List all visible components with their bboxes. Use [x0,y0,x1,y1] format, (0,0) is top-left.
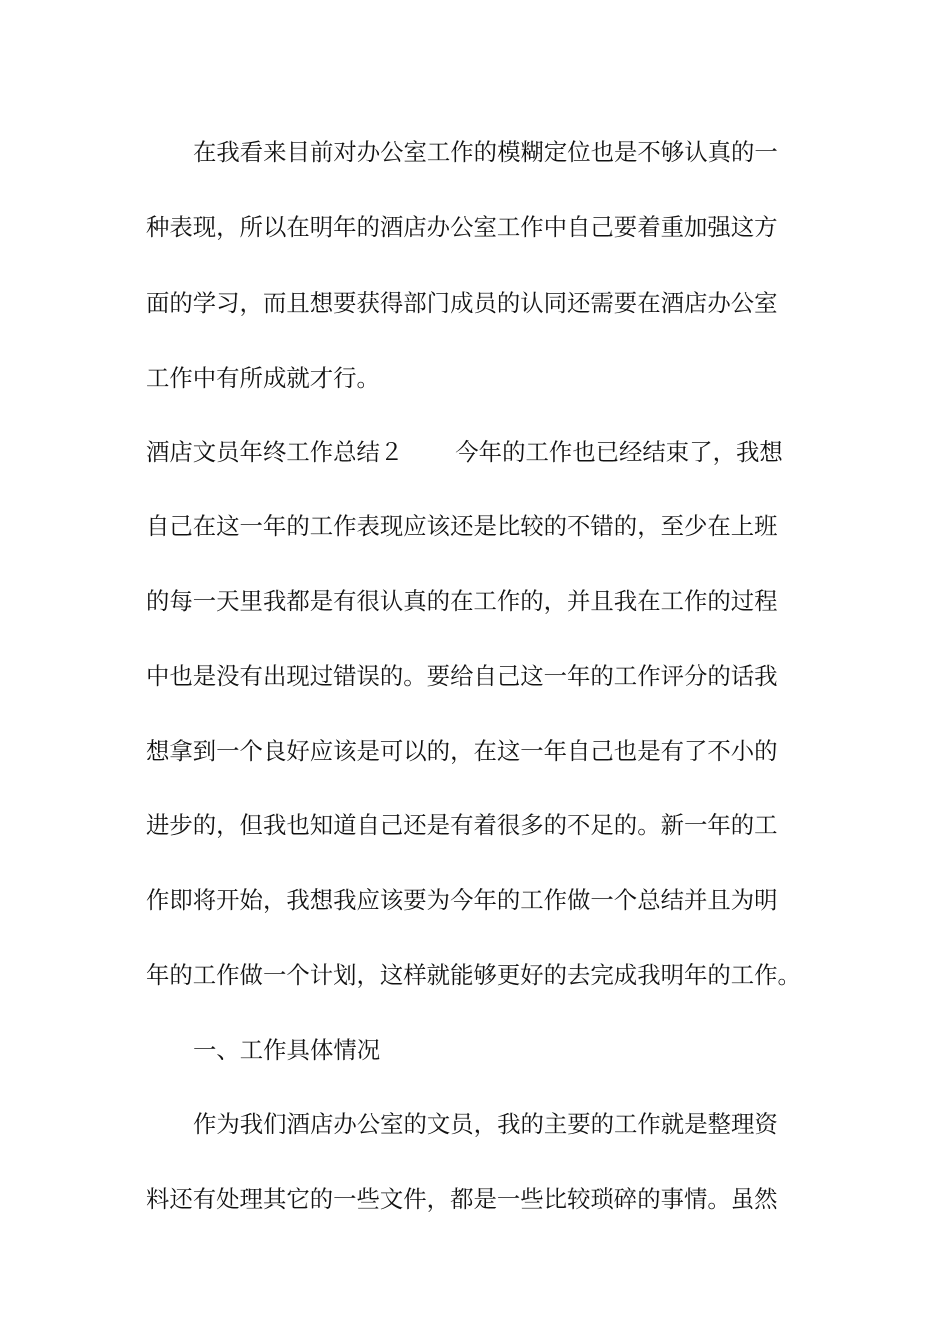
paragraph-line: 进步的，但我也知道自己还是有着很多的不足的。新一年的工 [146,811,778,839]
paragraph-line: 在我看来目前对办公室工作的模糊定位也是不够认真的一 [193,138,778,166]
subheading: 一、工作具体情况 [193,1036,381,1064]
paragraph-line: 料还有处理其它的一些文件，都是一些比较琐碎的事情。虽然 [146,1185,778,1213]
paragraph-line: 的每一天里我都是有很认真的在工作的，并且我在工作的过程 [146,587,778,615]
paragraph-line: 作为我们酒店办公室的文员，我的主要的工作就是整理资 [193,1110,778,1138]
section-heading-line [146,432,783,472]
paragraph-line: 中也是没有出现过错误的。要给自己这一年的工作评分的话我 [146,662,778,690]
paragraph-text: 今年的工作也已经结束了，我想 [455,438,783,466]
paragraph-line: 种表现，所以在明年的酒店办公室工作中自己要着重加强这方 [146,213,778,241]
paragraph-line: 自己在这一年的工作表现应该还是比较的不错的，至少在上班 [146,512,778,540]
paragraph-line: 年的工作做一个计划，这样就能够更好的去完成我明年的工作。 [146,961,801,989]
paragraph-line: 作即将开始，我想我应该要为今年的工作做一个总结并且为明 [146,886,778,914]
paragraph-line: 想拿到一个良好应该是可以的，在这一年自己也是有了不小的 [146,737,778,765]
section-title: 酒店文员年终工作总结２ [146,438,404,466]
paragraph-line: 工作中有所成就才行。 [146,364,380,392]
paragraph-line: 面的学习，而且想要获得部门成员的认同还需要在酒店办公室 [146,289,778,317]
